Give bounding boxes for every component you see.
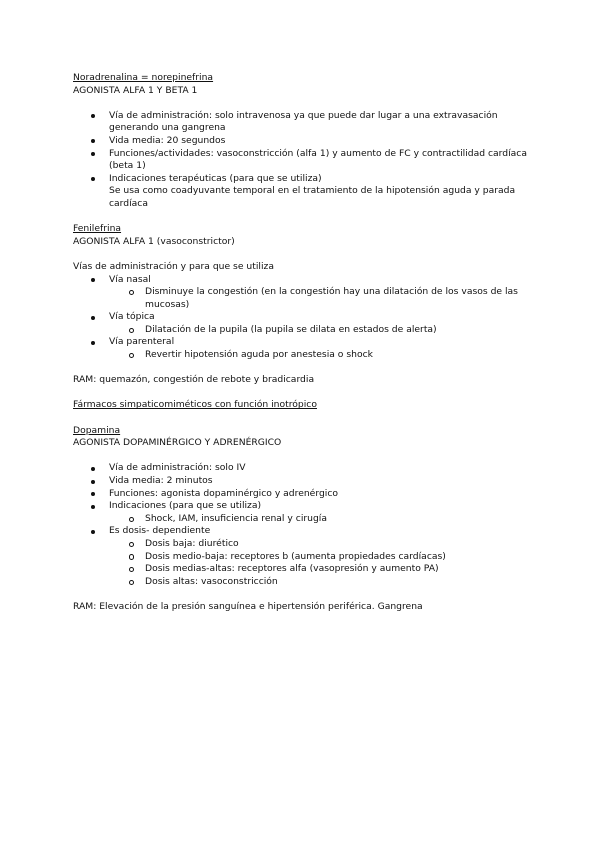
- list-item: Indicaciones (para que se utiliza) Shock, IAM, insuficiencia renal y cirugía: [73, 500, 533, 525]
- indicaciones-text: Se usa como coadyuvante temporal en el tratamiento de la hipotensión aguda y parada cardíaca: [109, 185, 516, 209]
- list-item: Dilatación de la pupila (la pupila se dilata en estados de alerta): [109, 324, 533, 337]
- dopamina-bullet-list: [73, 462, 533, 588]
- list-item: Dosis medias-altas: receptores alfa (vasopresión y aumento PA): [109, 563, 533, 576]
- fenilefrina-intro: Vías de administración y para que se utiliza: [73, 260, 274, 272]
- list-item: Vida media: 2 minutos: [73, 475, 533, 488]
- list-item: Vía nasal Disminuye la congestión (en la congestión hay una dilatación de los vasos de las mucosas): [73, 274, 533, 312]
- list-item: Dosis altas: vasoconstricción: [109, 576, 533, 589]
- list-item: Funciones: agonista dopaminérgico y adrenérgico: [73, 488, 533, 501]
- list-item: Funciones/actividades: vasoconstricción (alfa 1) y aumento de FC y contractilidad cardíaca (beta 1): [73, 148, 533, 173]
- fenilefrina-vias-list: [73, 274, 533, 362]
- list-item: Es dosis- dependiente Dosis baja: diurético Dosis medio-baja: receptores b (aumenta propiedades cardíacas) Dosis medias-altas: receptores alfa (vasopresión y aumento PA) Dosis altas: vasoconstricción: [73, 525, 533, 588]
- list-item: Vida media: 20 segundos: [73, 135, 533, 148]
- dopamina-title: Dopamina: [73, 424, 121, 436]
- fenilefrina-title: Fenilefrina: [73, 223, 122, 235]
- list-item: Vía de administración: solo intravenosa ya que puede dar lugar a una extravasación generando una gangrena: [73, 110, 533, 135]
- list-item: Revertir hipotensión aguda por anestesia o shock: [109, 349, 533, 362]
- noradrenalina-bullet-list: [73, 110, 533, 211]
- list-item: Dosis medio-baja: receptores b (aumenta propiedades cardíacas): [109, 551, 533, 564]
- document-page: [73, 72, 533, 614]
- dopamina-ram: RAM: Elevación de la presión sanguínea e hipertensión periférica. Gangrena: [73, 600, 423, 612]
- list-item: Indicaciones terapéuticas (para que se utiliza) Se usa como coadyuvante temporal en el tratamiento de la hipotensión aguda y parada cardíaca: [73, 173, 533, 211]
- dopamina-subtitle: AGONISTA DOPAMINÉRGICO Y ADRENÉRGICO: [73, 437, 282, 449]
- section-heading: Fármacos simpaticomiméticos con función inotrópico: [73, 399, 317, 411]
- list-item: Vía tópica Dilatación de la pupila (la pupila se dilata en estados de alerta): [73, 311, 533, 336]
- list-item: Vía de administración: solo IV: [73, 462, 533, 475]
- fenilefrina-subtitle: AGONISTA ALFA 1 (vasoconstrictor): [73, 235, 235, 247]
- list-item: Vía parenteral Revertir hipotensión aguda por anestesia o shock: [73, 336, 533, 361]
- list-item: Disminuye la congestión (en la congestión hay una dilatación de los vasos de las mucosas): [109, 286, 533, 311]
- noradrenalina-title: Noradrenalina = norepinefrina: [73, 72, 214, 83]
- noradrenalina-subtitle: AGONISTA ALFA 1 Y BETA 1: [73, 84, 198, 96]
- fenilefrina-ram: RAM: quemazón, congestión de rebote y bradicardia: [73, 374, 315, 386]
- list-item: Dosis baja: diurético: [109, 538, 533, 551]
- list-item: Shock, IAM, insuficiencia renal y cirugía: [109, 513, 533, 526]
